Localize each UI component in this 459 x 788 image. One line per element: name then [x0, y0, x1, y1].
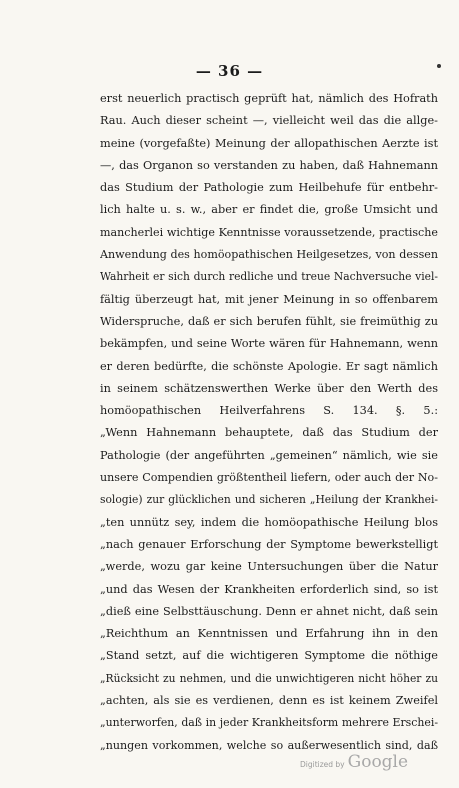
text-line: „achten, als sie es verdienen, denn es ist keinem Zweifel: [100, 694, 438, 708]
text-line: bekämpfen, und seine Worte wären für Hahnemann, wenn: [100, 337, 438, 351]
text-line: in seinem schätzenswerthen Werke über den Werth des: [100, 381, 438, 395]
text-line: „Reichthum an Kenntnissen und Erfahrung ihn in den: [100, 627, 438, 641]
text-line: er deren bedürfte, die schönste Apologie. Er sagt nämlich: [100, 359, 438, 373]
text-line: Rau. Auch dieser scheint —, vielleicht weil das die allge-: [100, 114, 438, 128]
text-line: unsere Compendien größtentheil liefern, oder auch der No-: [100, 471, 438, 485]
text-line: „Stand setzt, auf die wichtigeren Symptome die nöthige: [100, 649, 438, 663]
text-line: „dieß eine Selbsttäuschung. Denn er ahnet nicht, daß sein: [100, 604, 438, 618]
text-line: das Studium der Pathologie zum Heilbehufe für entbehr-: [100, 181, 438, 195]
text-line: Anwendung des homöopathischen Heilgesetzes, von dessen: [100, 248, 438, 262]
text-line: Pathologie (der angeführten „gemeinen“ nämlich, wie sie: [100, 448, 438, 462]
text-line: meine (vorgefaßte) Meinung der allopathischen Aerzte ist: [100, 136, 438, 150]
text-line: mancherlei wichtige Kenntnisse voraussetzende, practische: [100, 225, 438, 239]
text-line: „werde, wozu gar keine Untersuchungen über die Natur: [100, 560, 438, 574]
digitization-watermark: [300, 752, 440, 776]
text-line: fältig überzeugt hat, mit jener Meinung in so offenbarem: [100, 292, 438, 306]
text-line: Widerspruche, daß er sich berufen fühlt, sie freimüthig zu: [100, 314, 438, 328]
text-line: „nungen vorkommen, welche so außerwesentlich sind, daß: [100, 738, 438, 752]
text-line: „Rücksicht zu nehmen, und die unwichtigeren nicht höher zu: [100, 671, 438, 685]
text-line: homöopathischen Heilverfahrens S. 134. §. 5.:: [100, 404, 438, 418]
text-line: „nach genauer Erforschung der Symptome bewerkstelligt: [100, 537, 438, 551]
text-line: sologie) zur glücklichen und sicheren „Heilung der Krankhei-: [100, 493, 438, 507]
text-line: „ten unnütz sey, indem die homöopathische Heilung blos: [100, 515, 438, 529]
digitized-by-label: Digitized by: [300, 760, 345, 769]
text-line: „unterworfen, daß in jeder Krankheitsform mehrere Erschei-: [100, 716, 438, 730]
text-line: lich halte u. s. w., aber er findet die, große Umsicht und: [100, 203, 438, 217]
text-line: erst neuerlich practisch geprüft hat, nämlich des Hofrath: [100, 92, 438, 105]
text-line: —, das Organon so verstanden zu haben, daß Hahnemann: [100, 158, 438, 172]
page-number: — 36 —: [195, 62, 264, 80]
text-line: Wahrheit er sich durch redliche und treue Nachversuche viel-: [100, 270, 438, 284]
body-text: [100, 88, 438, 757]
google-logo-text: Google: [347, 752, 409, 772]
text-line: „Wenn Hahnemann behauptete, daß das Studium der: [100, 426, 438, 440]
text-line: „und das Wesen der Krankheiten erforderlich sind, so ist: [100, 582, 438, 596]
